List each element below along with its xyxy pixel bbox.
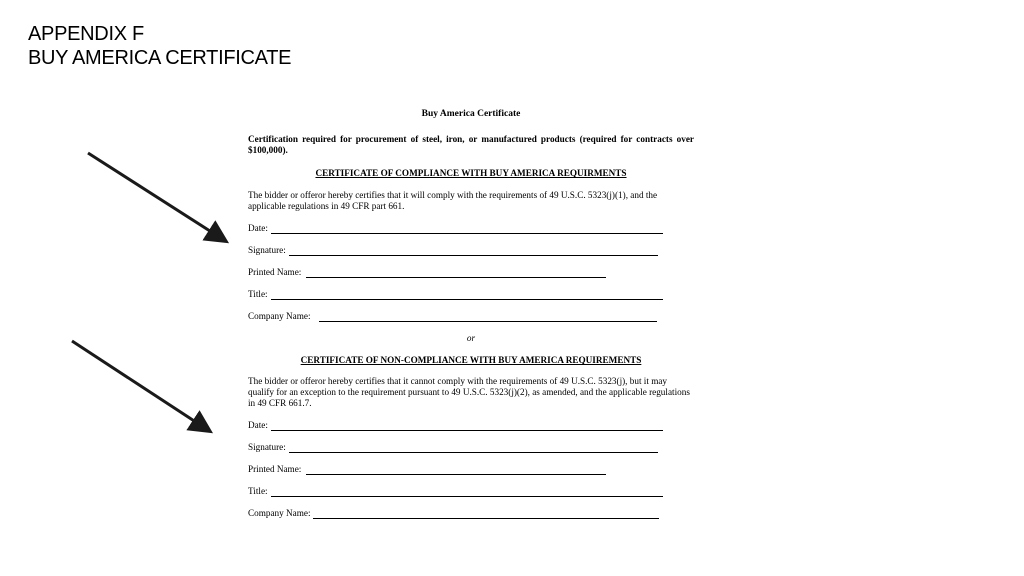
- arrow-noncompliance-icon: [72, 341, 208, 430]
- compliance-company-name-row[interactable]: [248, 311, 694, 322]
- noncompliance-title-label: Title:: [248, 486, 268, 496]
- certificate-document: [248, 106, 694, 519]
- noncompliance-printed-name-line[interactable]: [306, 465, 606, 475]
- compliance-signature-label: Signature:: [248, 245, 286, 255]
- noncompliance-signature-line[interactable]: [289, 443, 658, 453]
- noncompliance-date-label: Date:: [248, 420, 268, 430]
- noncompliance-company-name-row[interactable]: [248, 508, 694, 519]
- compliance-body: The bidder or offeror hereby certifies that it will comply with the requirements of 49 U.S.C. 5323(j)(1), and the applicable regulations in 49 CFR part 661.: [248, 190, 658, 211]
- compliance-printed-name-line[interactable]: [306, 268, 606, 278]
- noncompliance-title-line[interactable]: [271, 487, 663, 497]
- document-title: Buy America Certificate: [421, 109, 521, 119]
- noncompliance-signature-row[interactable]: [248, 442, 694, 453]
- arrow-compliance-icon: [88, 153, 224, 240]
- noncompliance-date-row[interactable]: [248, 420, 694, 431]
- compliance-printed-name-label: Printed Name:: [248, 267, 302, 277]
- compliance-heading: CERTIFICATE OF COMPLIANCE WITH BUY AMERICA REQUIRMENTS: [315, 168, 627, 178]
- noncompliance-printed-name-row[interactable]: [248, 464, 694, 475]
- compliance-company-name-label: Company Name:: [248, 311, 311, 321]
- noncompliance-signature-label: Signature:: [248, 442, 286, 452]
- noncompliance-date-line[interactable]: [271, 421, 663, 431]
- compliance-date-label: Date:: [248, 223, 268, 233]
- certification-intro: Certification required for procurement of steel, iron, or manufactured products (required for contracts over $100,000).: [248, 134, 694, 155]
- slide-title-line-2: BUY AMERICA CERTIFICATE: [28, 47, 292, 69]
- or-separator: or: [466, 333, 476, 343]
- noncompliance-printed-name-label: Printed Name:: [248, 464, 302, 474]
- compliance-title-line[interactable]: [271, 290, 663, 300]
- noncompliance-title-row[interactable]: [248, 486, 694, 497]
- compliance-signature-line[interactable]: [289, 246, 658, 256]
- compliance-title-row[interactable]: [248, 289, 694, 300]
- compliance-date-row[interactable]: [248, 223, 694, 234]
- noncompliance-company-name-label: Company Name:: [248, 508, 311, 518]
- compliance-date-line[interactable]: [271, 224, 663, 234]
- noncompliance-company-name-line[interactable]: [313, 509, 659, 519]
- slide-title: [28, 22, 291, 70]
- compliance-company-name-line[interactable]: [319, 312, 657, 322]
- compliance-title-label: Title:: [248, 289, 268, 299]
- compliance-printed-name-row[interactable]: [248, 267, 694, 278]
- compliance-signature-row[interactable]: [248, 245, 694, 256]
- slide-title-line-1: APPENDIX F: [28, 23, 144, 45]
- noncompliance-body: The bidder or offeror hereby certifies that it cannot comply with the requirements of 49 U.S.C. 5323(j), but it may qualify for an exception to the requirement pursuant to 49 U.S.C. 5323(j)(2), as amended, and the applicable regulations in 49 CFR 661.7.: [248, 376, 690, 408]
- noncompliance-heading: CERTIFICATE OF NON-COMPLIANCE WITH BUY AMERICA REQUIREMENTS: [300, 355, 642, 365]
